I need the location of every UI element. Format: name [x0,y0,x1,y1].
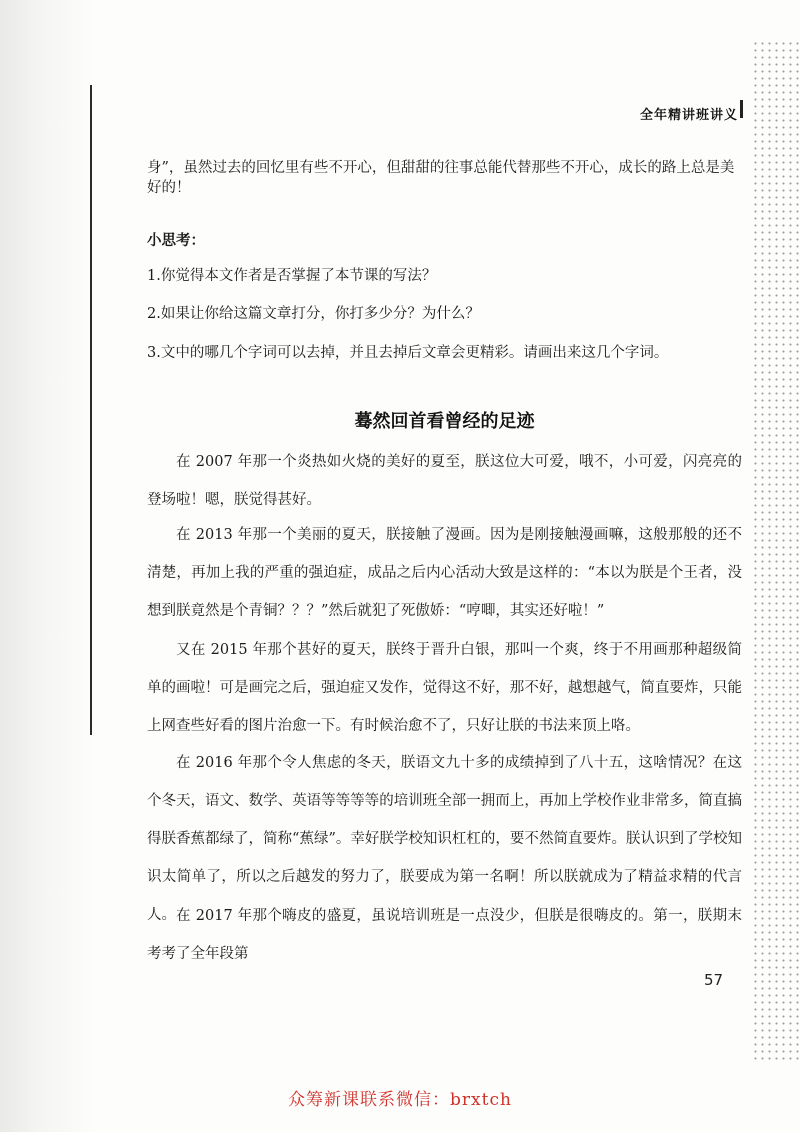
binding-shadow [0,0,95,1132]
reflection-question: 1.你觉得本文作者是否掌握了本节课的写法？ [147,268,437,284]
watermark-text: 众筹新课联系微信：brxtch [288,1090,512,1110]
essay-paragraph: 在 2016 年那个令人焦虑的冬天，朕语文九十多的成绩掉到了八十五，这啥情况？在这个冬天，语文、数学、英语等等等等的培训班全部一拥而上，再加上学校作业非常多，简直搞得朕香蕉都绿了，简称“蕉绿”。幸好朕学校知识杠杠的，要不然简直要炸。朕认识到了学校知识太简单了，所以之后越发的努力了，朕要成为第一名啊！所以朕就成为了精益求精的代言人。 [147,755,742,923]
dotted-margin [752,40,800,1060]
reflection-question: 3.文中的哪几个字词可以去掉，并且去掉后文章会更精彩。请画出来这几个字词。 [147,345,669,361]
reflection-title: 小思考： [147,232,205,249]
page-number: 57 [704,971,724,989]
essay-paragraph: 在 2007 年那一个炎热如火烧的美好的夏至，朕这位大可爱，哦不，小可爱，闪亮亮的登场啦！嗯，朕觉得甚好。 [147,454,742,508]
essay-paragraph: 在 2017 年那个嗨皮的盛夏，虽说培训班是一点没少，但朕是很嗨皮的。第一，朕期末考考了全年段第 [147,908,742,962]
header-mark [740,100,743,118]
running-header: 全年精讲班讲义 [639,108,738,123]
essay-paragraph: 又在 2015 年那个甚好的夏天，朕终于晋升白银，那叫一个爽，终于不用画那种超级简单的画啦！可是画完之后，强迫症又发作，觉得这不好，那不好，越想越气，简直要炸，只能上网查些好看的图片治愈一下。有时候治愈不了，只好让朕的书法来顶上咯。 [147,642,742,734]
essay-paragraph: 在 2013 年那一个美丽的夏天，朕接触了漫画。因为是刚接触漫画嘛，这般那般的还不清楚，再加上我的严重的强迫症，成品之后内心活动大致是这样的：“本以为朕是个王者，没想到朕竟然是个青铜？？？”然后就犯了死傲娇：“哼唧，其实还好啦！” [147,527,742,619]
reflection-question: 2.如果让你给这篇文章打分，你打多少分？为什么？ [147,306,480,322]
intro-closing-line: 身”，虽然过去的回忆里有些不开心，但甜甜的往事总能代替那些不开心，成长的路上总是美好的！ [147,160,735,196]
essay-title: 蓦然回首看曾经的足迹 [354,411,535,432]
binding-line [90,85,92,735]
